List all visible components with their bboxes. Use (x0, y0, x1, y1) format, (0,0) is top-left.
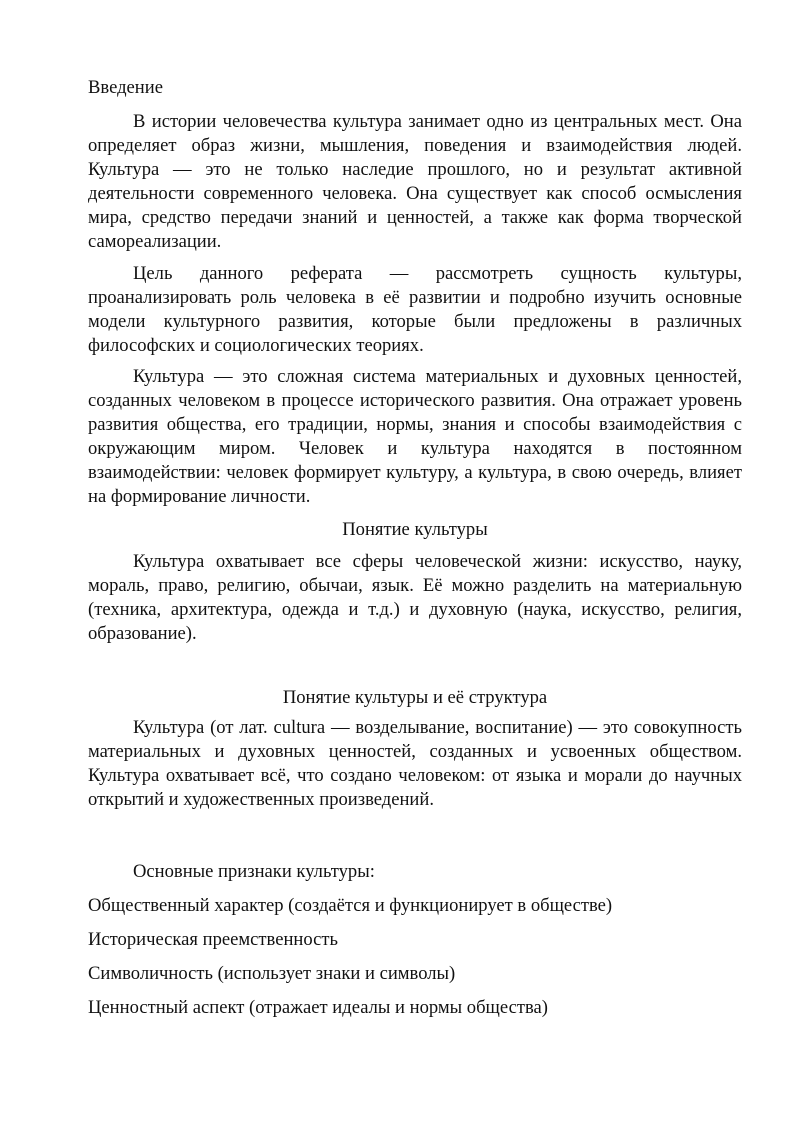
concept-paragraph: Культура охватывает все сферы человеческой жизни: искусство, науку, мораль, право, религию, обычаи, язык. Её можно разделить на материальную (техника, архитектура, одежда и т.д.) и духовную (наука, искусство, религия, образование). (88, 551, 742, 644)
intro-paragraph-1: В истории человечества культура занимает одно из центральных мест. Она определяет образ жизни, мышления, поведения и взаимодействия людей. Культура — это не только наследие прошлого, но и результат активной деятельности современного человека. Она существует как способ осмысления мира, средство передачи знаний и ценностей, а также как форма творческой самореализации. (88, 111, 742, 252)
feature-item: Ценностный аспект (отражает идеалы и нормы общества) (88, 997, 548, 1018)
structure-paragraph: Культура (от лат. cultura — возделывание, воспитание) — это совокупность материальных и духовных ценностей, созданных и усвоенных обществом. Культура охватывает всё, что создано человеком: от языка и морали до научных открытий и художественных произведений. (88, 717, 742, 810)
intro-paragraph-2: Цель данного реферата — рассмотреть сущность культуры, проанализировать роль человека в её развитии и подробно изучить основные модели культурного развития, которые были предложены в различных философских и социологических теориях. (88, 263, 742, 356)
intro-paragraph-3: Культура — это сложная система материальных и духовных ценностей, созданных человеком в процессе исторического развития. Она отражает уровень развития общества, его традиции, нормы, знания и способы взаимодействия с окружающим миром. Человек и культура находятся в постоянном взаимодействии: человек формирует культуру, а культура, в свою очередь, влияет на формирование личности. (88, 366, 742, 507)
intro-heading: Введение (88, 77, 163, 98)
features-heading: Основные признаки культуры: (133, 861, 375, 882)
feature-item: Общественный характер (создаётся и функционирует в обществе) (88, 895, 613, 916)
section-heading-concept: Понятие культуры (342, 519, 488, 540)
section-heading-structure: Понятие культуры и её структура (282, 687, 548, 708)
feature-item: Символичность (использует знаки и символы) (88, 963, 456, 984)
feature-item: Историческая преемственность (88, 929, 338, 950)
